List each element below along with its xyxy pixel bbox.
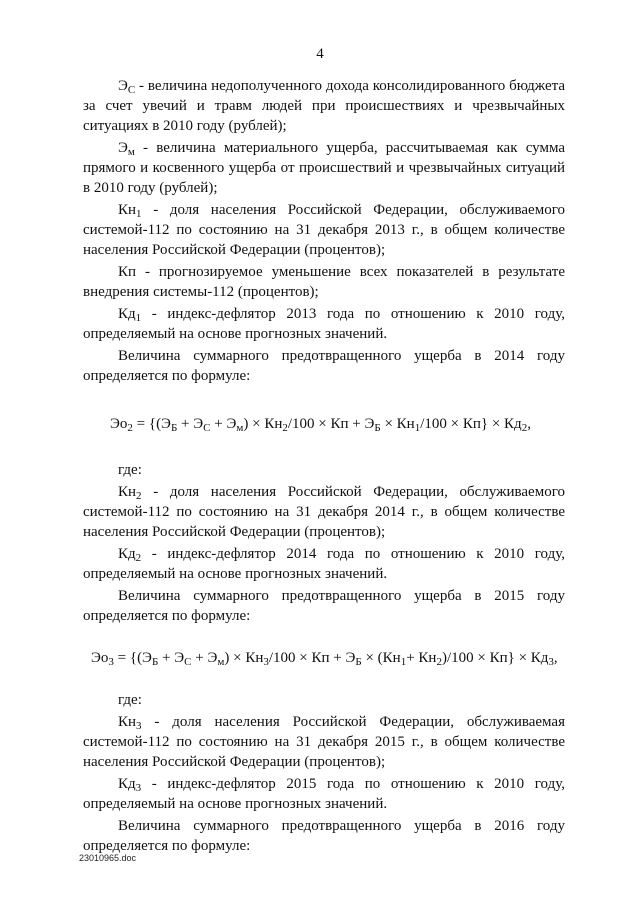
symbol: Кд — [118, 776, 136, 792]
formula-lhs: Эо — [91, 650, 109, 666]
formula-subscript: м — [217, 656, 225, 668]
formula-rhs: = {$(Э_Б + Э_С + Э_м) \times Кн_3/100$ × Кп + $Э_Б \times (Кн_1+ Кн_2)/100 \times Кп\} \times Кд_3$, — [113, 650, 558, 668]
symbol: Кн — [118, 484, 137, 500]
formula-subscript: 1 — [414, 422, 421, 434]
footer-filename: 23010965.doc — [79, 853, 137, 863]
formula-subscript: м — [236, 422, 244, 434]
symbol: Кн — [118, 202, 137, 218]
symbol-subscript: 1 — [136, 208, 142, 220]
paragraph-ec-definition — [83, 76, 565, 136]
paragraph-2015-intro: Величина суммарного предотвращенного ущерба в 2015 году определяется по формуле: — [83, 588, 565, 624]
symbol-subscript: С — [127, 84, 136, 96]
definition-text: - индекс-дефлятор 2015 года по отношению к 2010 году, определяемый на основе прогнозных значений. — [83, 776, 565, 812]
paragraph-kd3-definition — [83, 774, 565, 814]
formula-subscript: Б — [151, 656, 159, 668]
formula-subscript: Б — [374, 422, 381, 434]
symbol: Кн — [118, 714, 137, 730]
definition-text: - индекс-дефлятор 2014 года по отношению к 2010 году, определяемый на основе прогнозных значений. — [83, 546, 565, 582]
paragraph-em-definition — [83, 138, 565, 198]
paragraph-kn1-definition — [83, 200, 565, 260]
formula-subscript: 2 — [282, 422, 288, 434]
formula-subscript: Б — [355, 656, 362, 668]
symbol-subscript: м — [127, 146, 135, 158]
formula-subscript: 3 — [548, 656, 554, 668]
formula-subscript: 2 — [436, 656, 442, 668]
definition-text: - доля населения Российской Федерации, обслуживаемого системой-112 по состоянию на 31 декабря 2013 г., в общем количестве населения Российской Федерации (процентов); — [83, 202, 565, 258]
formula-2015 — [91, 648, 565, 668]
page-number: 4 — [316, 46, 324, 62]
formula-lhs: Эо — [110, 416, 128, 432]
symbol-subscript: 3 — [135, 782, 142, 794]
symbol-subscript: 2 — [136, 490, 142, 502]
formula-subscript: С — [203, 422, 211, 434]
symbol: Кд — [118, 546, 136, 562]
where-label-1: где: — [118, 462, 142, 478]
symbol-subscript: 1 — [135, 312, 142, 324]
definition-text: - доля населения Российской Федерации, обслуживаемого системой-112 по состоянию на 31 декабря 2014 г., в общем количестве населения Российской Федерации (процентов); — [83, 484, 565, 540]
formula-lhs-subscript: 2 — [127, 422, 133, 434]
paragraph-2014-intro: Величина суммарного предотвращенного ущерба в 2014 году определяется по формуле: — [83, 348, 565, 384]
paragraph-kd1-definition — [83, 304, 565, 344]
symbol-subscript: 3 — [136, 720, 142, 732]
paragraph-2016-intro: Величина суммарного предотвращенного ущерба в 2016 году определяется по формуле: — [83, 818, 565, 854]
paragraph-kn2-definition — [83, 482, 565, 542]
paragraph-kn3-definition — [83, 712, 565, 772]
symbol: Э — [118, 78, 128, 94]
where-label-2: где: — [118, 692, 142, 708]
formula-subscript: 3 — [263, 656, 269, 668]
symbol: Э — [118, 140, 128, 156]
symbol-subscript: 2 — [135, 552, 142, 564]
paragraph-kd2-definition — [83, 544, 565, 584]
definition-text: - доля населения Российской Федерации, обслуживаемая системой-112 по состоянию на 31 декабря 2015 г., в общем количестве населения Российской Федерации (процентов); — [83, 714, 565, 770]
symbol: Кд — [118, 306, 136, 322]
paragraph-kp-definition: Кп - прогнозируемое уменьшение всех показателей в результате внедрения системы-112 (процентов); — [83, 264, 565, 300]
document-body — [83, 76, 565, 858]
formula-rhs: = {$(Э_Б + Э_С + Э_м) \times Кн_2/100$ × Кп + $Э_Б \times Кн_1/100 \times Кп\} \times Кд_2$, — [132, 416, 531, 434]
formula-subscript: 1 — [400, 656, 407, 668]
formula-subscript: Б — [170, 422, 178, 434]
formula-2014 — [110, 414, 565, 434]
definition-text: - величина недополученного дохода консолидированного бюджета за счет увечий и травм людей при происшествиях и чрезвычайных ситуациях в 2010 году (рублей); — [83, 78, 565, 134]
definition-text: - индекс-дефлятор 2013 года по отношению к 2010 году, определяемый на основе прогнозных значений. — [83, 306, 565, 342]
formula-subscript: С — [184, 656, 192, 668]
formula-lhs-subscript: 3 — [108, 656, 114, 668]
formula-subscript: 2 — [521, 422, 528, 434]
definition-text: - величина материального ущерба, рассчитываемая как сумма прямого и косвенного ущерба от происшествий и чрезвычайных ситуаций в 2010 году (рублей); — [83, 140, 565, 196]
